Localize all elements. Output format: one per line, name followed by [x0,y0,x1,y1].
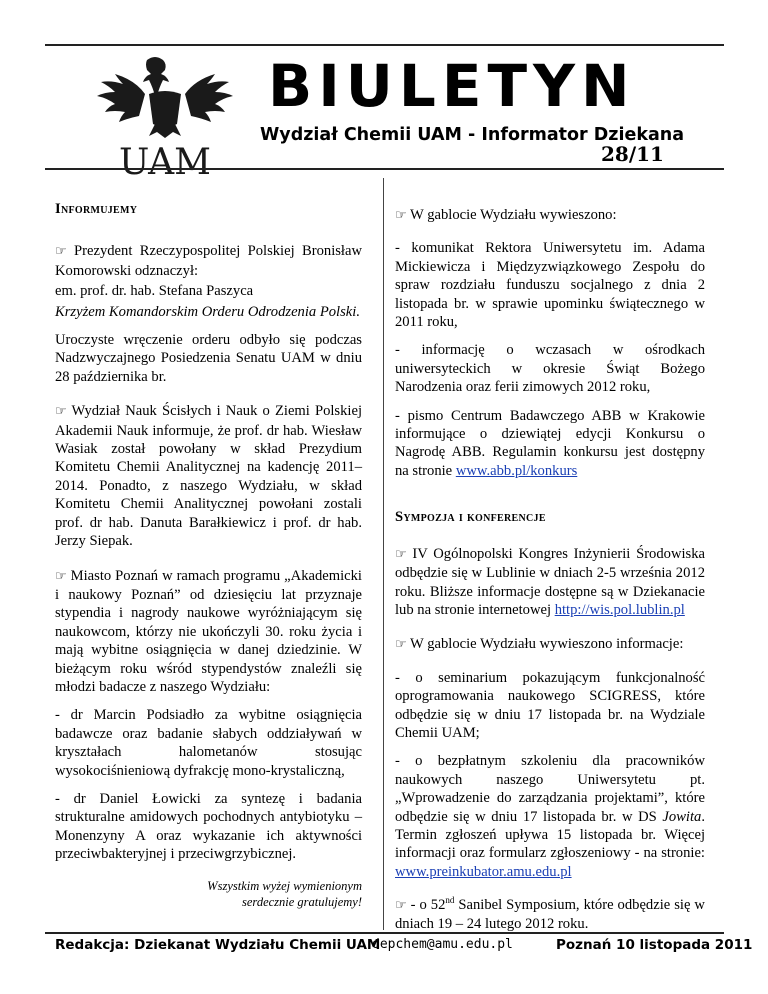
footer-rule [45,932,724,934]
logo-text: UAM [118,142,212,178]
top-rule [45,44,724,46]
news-item-notice-board [395,206,705,480]
news-text: - dr Daniel Łowicki za syntezę i badania strukturalne amidowych pochodnych antybiotyku – Monenzyny A oraz wykazanie ich aktywności przeciwbakteryjnej i przeciwgrzybicznej. [55,790,362,863]
news-text: - o bezpłatnym szkoleniu dla pracowników naukowych naszego Uniwersytetu pt. „Wprowadzenie do zarządzania projektami”, które odbędzie się w dniu 17 listopada br. w DS Jowita. Termin zgłoszeń upływa 15 listopada br. Więcej informacji oraz formularz zgłoszeniowy - na stronie: www.preinkubator.amu.edu.pl [395,753,705,880]
column-divider [383,178,384,930]
news-text: - pismo Centrum Badawczego ABB w Krakowie informujące o dziewiątej edycji Konkursu o Nagrodę ABB. Regulamin konkursu jest dostępny na stronie www.abb.pl/konkurs [395,407,705,479]
left-column [55,200,362,926]
header-rule [45,168,724,170]
news-text: - komunikat Rektora Uniwersytetu im. Adama Mickiewicza i Międzyzwiązkowego Zespołu do spraw rozdziału funduszu socjalnego z dnia 2 listopada br. w sprawie upominku świątecznego w 2011 roku, [395,240,705,331]
wis-lublin-link[interactable]: http://wis.pol.lublin.pl [554,601,685,618]
bulletin-subtitle: Wydział Chemii UAM - Informator Dziekana [260,125,685,145]
news-text: ☞ - o 52nd Sanibel Symposium, które odbędzie się w dniach 19 – 24 lutego 2012 roku. [395,895,705,933]
news-item-pan [55,402,362,550]
news-text: em. prof. dr. hab. Stefana Paszyca [55,283,254,300]
news-text: IV Ogólnopolski Kongres Inżynierii Środowiska odbędzie się w Lublinie w dniach 2-5 września 2012 roku. Bliższe informacje dostępne są w Dziekanacie lub na stronie internetowej [395,545,705,618]
news-item-congress [395,545,705,620]
right-column [395,206,705,950]
news-item-award [55,242,362,386]
news-text: Uroczyste wręczenie orderu odbyło się podczas Nadzwyczajnego Posiedzenia Senatu UAM w dniu 28 października br. [55,332,362,385]
news-text: Wydział Nauk Ścisłych i Nauk o Ziemi Polskiej Akademii Nauk informuje, że prof. dr hab. Wiesław Wasiak został powołany w skład Prezydium Komitetu Chemii Analitycznej na kadencję 2011–2014. Ponadto, z naszego Wydziału, w skład Komitetu Chemii Analitycznej powołani zostali prof. dr hab. Danuta Barałkiewicz i prof. dr hab. Jerzy Siepak. [55,403,362,550]
bulletin-title: BIULETYN [268,52,636,120]
uam-eagle-logo [85,50,245,178]
congratulations-note: Wszystkim wyżej wymienionym serdecznie gratulujemy! [207,878,362,909]
news-text: - dr Marcin Podsiadło za wybitne osiągnięcia badawcze oraz badanie słabych oddziaływań w kryształach halometanów stosując wysokociśnieniową dyfrakcję mono-krystaliczną, [55,707,362,779]
news-text: W gablocie Wydziału wywieszono informacje: [410,636,684,653]
pointing-hand-icon: ☞ [395,208,407,223]
news-text: - o seminarium pokazującym funkcjonalność oprogramowania naukowego SCIGRESS, które odbędzie się w dniu 17 listopada br. na Wydziale Chemii UAM; [395,669,705,741]
news-text: Krzyżem Komandorskim Orderu Odrodzenia Polski. [55,303,360,320]
section-heading-informujemy: Informujemy [55,201,138,217]
footer-email[interactable]: depchem@amu.edu.pl [372,937,513,952]
section-heading-sympozja: Sympozja i konferencje [395,509,546,526]
footer-editorial: Redakcja: Dziekanat Wydziału Chemii UAM [55,937,381,953]
news-text: Prezydent Rzeczypospolitej Polskiej Bronisław Komorowski odznaczył: [55,243,363,279]
preinkubator-link[interactable]: www.preinkubator.amu.edu.pl [395,863,572,880]
pointing-hand-icon: ☞ [395,637,407,653]
news-text: W gablocie Wydziału wywieszono: [410,207,617,223]
issue-number: 28/11 [601,142,664,166]
pointing-hand-icon: ☞ [55,568,67,584]
abb-contest-link[interactable]: www.abb.pl/konkurs [455,462,578,479]
news-item-scholarships [55,567,362,910]
news-text: - informację o wczasach w ośrodkach uniwersyteckich w okresie Świąt Bożego Narodzenia oraz ferii zimowych 2012 roku, [395,342,705,396]
pointing-hand-icon: ☞ [55,404,67,420]
pointing-hand-icon: ☞ [55,244,67,260]
pointing-hand-icon: ☞ [395,898,407,914]
news-text: Miasto Poznań w ramach programu „Akademicki i naukowy Poznań” od dziesięciu lat przyznaje stypendia i nagrody naukowe wyróżniającym się naukowcom, którzy nie ukończyli 30. roku życia i mają wybitne osiągnięcia w danej dziedzinie. W bieżącym roku wśród stypendystów znaleźli się młodzi badacze z naszego Wydziału: [55,567,362,695]
pointing-hand-icon: ☞ [395,546,407,562]
footer-date: Poznań 10 listopada 2011 [556,937,753,953]
news-item-events [395,635,705,934]
